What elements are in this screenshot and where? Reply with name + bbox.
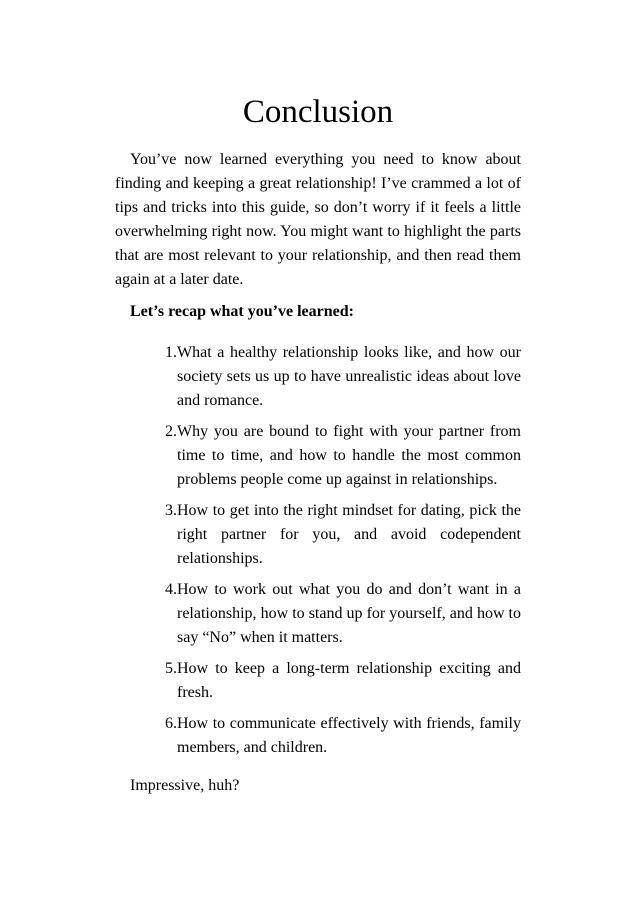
list-item-text: What a healthy relationship looks like, and how our society sets us up to have unrealistic ideas about love and romance. (177, 344, 521, 409)
document-page (115, 0, 521, 900)
intro-paragraph: You’ve now learned everything you need to know about finding and keeping a great relationship! I’ve crammed a lot of tips and tricks into this guide, so don’t worry if it feels a little overwhelming right now. You might want to highlight the parts that are most relevant to your relationship, and then read them again at a later date. (115, 151, 521, 288)
list-item (115, 499, 521, 571)
list-item (115, 712, 521, 760)
list-item-text: How to work out what you do and don’t want in a relationship, how to stand up for yourself, and how to say “No” when it matters. (177, 581, 521, 646)
list-item-number: 4. (165, 581, 177, 598)
list-item-number: 5. (165, 660, 177, 677)
list-item (115, 341, 521, 413)
list-item-text: How to keep a long-term relationship exciting and fresh. (177, 660, 521, 701)
list-item-number: 3. (165, 502, 177, 519)
list-item-number: 6. (165, 715, 177, 732)
page-title: Conclusion (242, 94, 394, 130)
recap-list (115, 341, 521, 767)
list-item-number: 1. (165, 344, 177, 361)
recap-heading: Let’s recap what you’ve learned: (130, 303, 354, 320)
list-item (115, 657, 521, 705)
list-item-text: How to get into the right mindset for dating, pick the right partner for you, and avoid codependent relationships. (177, 502, 521, 567)
list-item (115, 578, 521, 650)
list-item-text: How to communicate effectively with friends, family members, and children. (177, 715, 521, 756)
closing-line: Impressive, huh? (130, 777, 240, 794)
list-item (115, 420, 521, 492)
list-item-number: 2. (165, 423, 177, 440)
list-item-text: Why you are bound to fight with your partner from time to time, and how to handle the most common problems people come up against in relationships. (177, 423, 521, 488)
